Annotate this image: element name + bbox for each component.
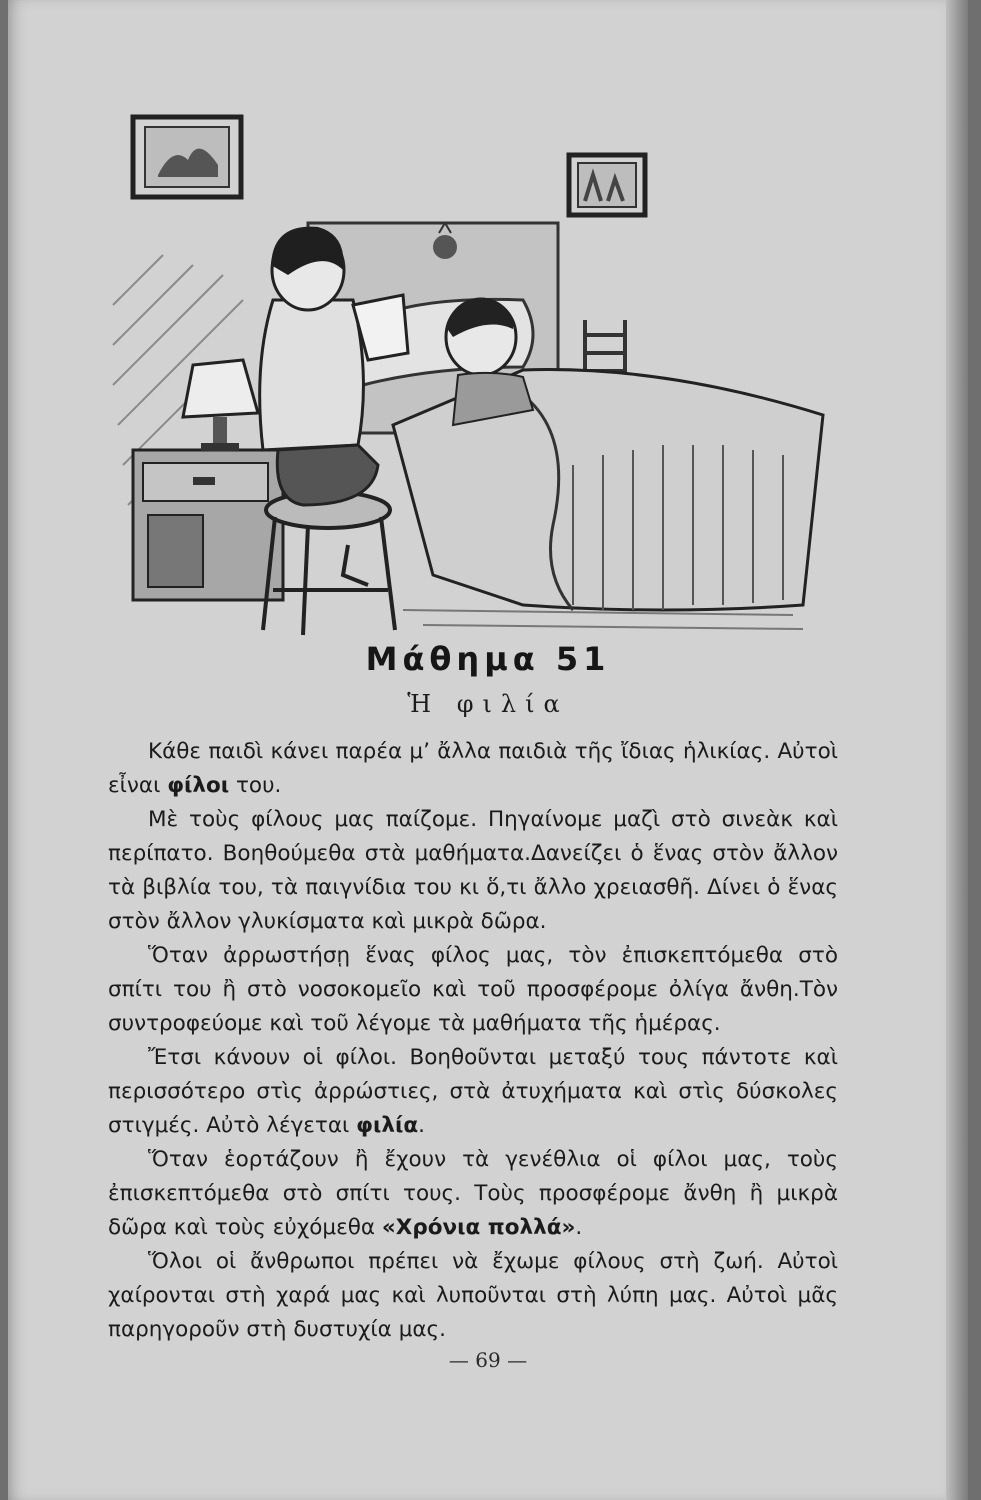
- text-span: .: [575, 1215, 583, 1240]
- text-span: Ὅταν ἀρρωστήσῃ ἕνας φίλος μας, τὸν ἐπισκεπτόμεθα στὸ σπίτι του ἢ στὸ νοσοκομεῖο καὶ τοῦ προσφέρομε ὀλίγα ἄνθη.Τὸν συντροφεύομε καὶ τοῦ λέγομε τὰ μαθήματα τῆς ἡμέρας.: [108, 943, 838, 1036]
- bold-term: φίλοι: [167, 773, 230, 798]
- paragraph: [108, 735, 838, 803]
- bold-term: «Χρόνια πολλά»: [381, 1215, 576, 1240]
- illustration-sick-friend-visit: [103, 105, 838, 640]
- paragraph: [108, 1143, 838, 1245]
- paragraph: [108, 803, 838, 939]
- lesson-text: [108, 735, 838, 1347]
- bold-term: φιλία: [356, 1113, 419, 1138]
- table-lamp: [183, 360, 258, 451]
- page-binding-shadow: [946, 0, 968, 1500]
- text-span: .: [418, 1113, 425, 1138]
- text-span: Ὅταν ἑορτάζουν ἢ ἔχουν τὰ γενέθλια οἱ φίλοι μας, τοὺς ἐπισκεπτόμεθα στὸ σπίτι τους. Τοὺς προσφέρομε ἄνθη ἢ μικρὰ δῶρα καὶ τοὺς εὐχόμεθα: [108, 1147, 838, 1240]
- lesson-subtitle: Ἡ φιλία: [407, 690, 569, 718]
- wall-picture-left: [133, 117, 241, 197]
- book-page: [8, 0, 968, 1500]
- floor-shading: [403, 610, 803, 629]
- text-span: Ὅλοι οἱ ἄνθρωποι πρέπει νὰ ἔχωμε φίλους στὴ ζωή. Αὐτοὶ χαίρονται στὴ χαρά μας καὶ λυποῦνται στὴ λύπη μας. Αὐτοὶ μᾶς παρηγοροῦν στὴ δυστυχία μας.: [108, 1249, 838, 1342]
- text-span: Μὲ τοὺς φίλους μας παίζομε. Πηγαίνομε μαζὶ στὸ σινεὰκ καὶ περίπατο. Βοηθούμεθα στὰ μαθήματα.Δανείζει ὁ ἕνας στὸν ἄλλον τὰ βιβλία του, τὰ παιγνίδια του κι ὅ,τι ἄλλο χρειασθῆ. Δίνει ὁ ἕνας στὸν ἄλλον γλυκίσματα καὶ μικρὰ δῶρα.: [108, 807, 838, 934]
- text-span: Κάθε παιδὶ κάνει παρέα μ’ ἄλλα παιδιὰ τῆς ἴδιας ἡλικίας. Αὐτοὶ εἶναι: [108, 739, 838, 798]
- page-number: — 69 —: [448, 1348, 528, 1372]
- wall-picture-right: [569, 155, 645, 215]
- text-span: του.: [229, 773, 282, 798]
- text-span: Ἔτσι κάνουν οἱ φίλοι. Βοηθοῦνται μεταξύ τους πάντοτε καὶ περισσότερο στὶς ἀρρώστιες, στὰ ἀτυχήματα καὶ στὶς δύσκολες στιγμές. Αὐτὸ λέγεται: [108, 1045, 838, 1138]
- paragraph: [108, 939, 838, 1041]
- paragraph: [108, 1041, 838, 1143]
- lesson-title: Μάθημα 51: [365, 640, 611, 678]
- paragraph: [108, 1245, 838, 1347]
- nightstand: [133, 450, 283, 600]
